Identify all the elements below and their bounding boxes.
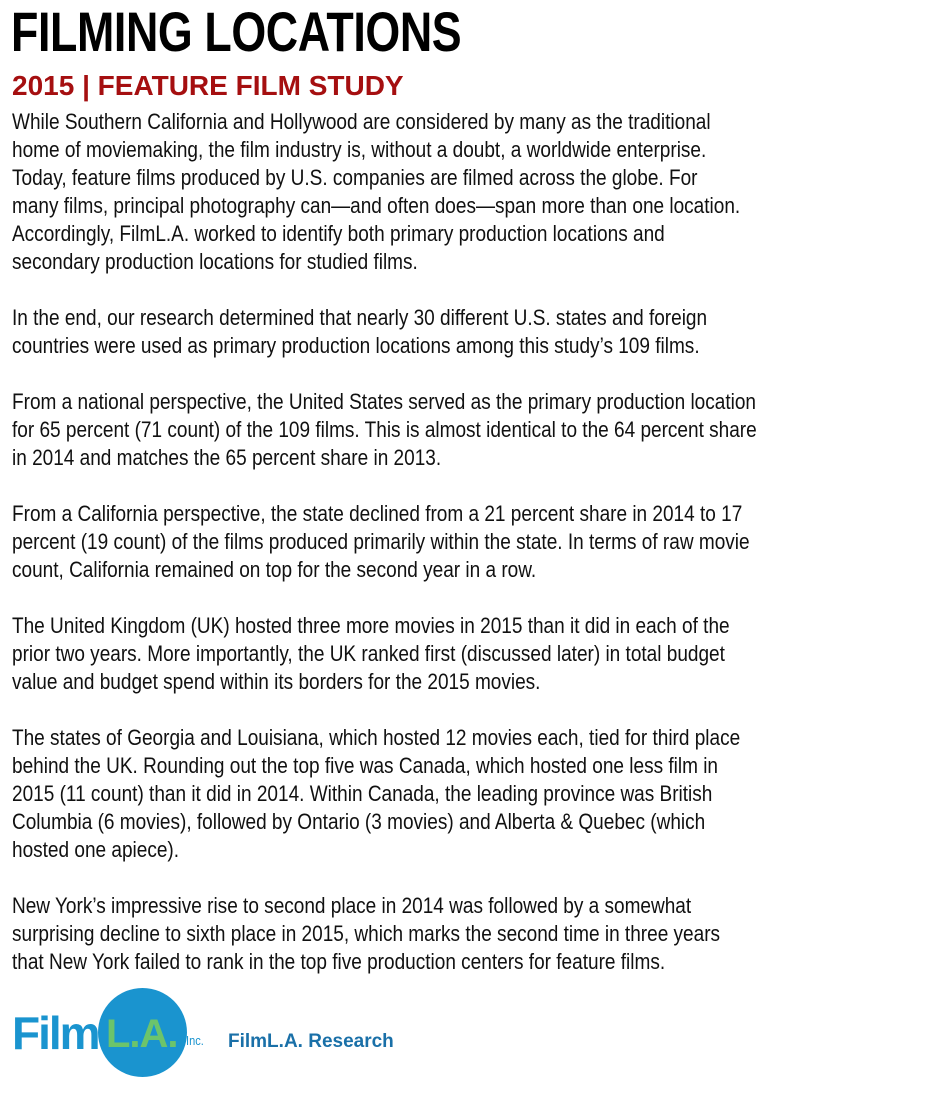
text-line: countries were used as primary production locations among this study’s 109 films. [12, 333, 700, 358]
research-label: FilmL.A. Research [228, 1031, 394, 1052]
text-line: In the end, our research determined that nearly 30 different U.S. states and foreign [12, 305, 708, 330]
body-text [12, 108, 942, 1004]
text-line: many films, principal photography can—and often does—span more than one location. [12, 193, 741, 218]
paragraph-new-york [12, 892, 942, 976]
paragraph-national-perspective [12, 388, 942, 472]
text-line: count, California remained on top for the second year in a row. [12, 557, 537, 582]
text-line: value and budget spend within its borders for the 2015 movies. [12, 669, 541, 694]
text-line: surprising decline to sixth place in 2015, which marks the second time in three years [12, 921, 721, 946]
text-line: Columbia (6 movies), followed by Ontario (3 movies) and Alberta & Quebec (which [12, 809, 706, 834]
page-title: FILMING LOCATIONS [11, 0, 462, 63]
text-line: behind the UK. Rounding out the top five was Canada, which hosted one less film in [12, 753, 719, 778]
text-line: Accordingly, FilmL.A. worked to identify both primary production locations and [12, 221, 665, 246]
paragraph-georgia-louisiana-canada [12, 724, 942, 864]
paragraph-california-perspective [12, 500, 942, 584]
paragraph-united-kingdom [12, 612, 942, 696]
paragraph-research-findings [12, 304, 942, 360]
text-line: New York’s impressive rise to second place in 2014 was followed by a somewhat [12, 893, 692, 918]
text-line: 2015 (11 count) than it did in 2014. Within Canada, the leading province was British [12, 781, 713, 806]
paragraph-intro [12, 108, 942, 276]
text-line: secondary production locations for studied films. [12, 249, 418, 274]
filmla-logo [12, 988, 212, 1080]
text-line: home of moviemaking, the film industry is, without a doubt, a worldwide enterprise. [12, 137, 707, 162]
text-line: for 65 percent (71 count) of the 109 films. This is almost identical to the 64 percent share [12, 417, 757, 442]
page-subtitle: 2015 | FEATURE FILM STUDY [12, 70, 404, 101]
logo-la-text: L.A. [106, 1012, 178, 1056]
text-line: The United Kingdom (UK) hosted three more movies in 2015 than it did in each of the [12, 613, 730, 638]
text-line: Today, feature films produced by U.S. companies are filmed across the globe. For [12, 165, 698, 190]
logo-inc-text: Inc. [186, 1033, 204, 1048]
logo-film-text: Film [12, 1007, 99, 1059]
text-line: From a California perspective, the state declined from a 21 percent share in 2014 to 17 [12, 501, 743, 526]
text-line: The states of Georgia and Louisiana, which hosted 12 movies each, tied for third place [12, 725, 741, 750]
text-line: While Southern California and Hollywood are considered by many as the traditional [12, 109, 711, 134]
text-line: From a national perspective, the United States served as the primary production location [12, 389, 756, 414]
text-line: hosted one apiece). [12, 837, 180, 862]
text-line: prior two years. More importantly, the UK ranked first (discussed later) in total budget [12, 641, 725, 666]
text-line: that New York failed to rank in the top five production centers for feature films. [12, 949, 666, 974]
text-line: in 2014 and matches the 65 percent share in 2013. [12, 445, 442, 470]
text-line: percent (19 count) of the films produced primarily within the state. In terms of raw movie [12, 529, 750, 554]
